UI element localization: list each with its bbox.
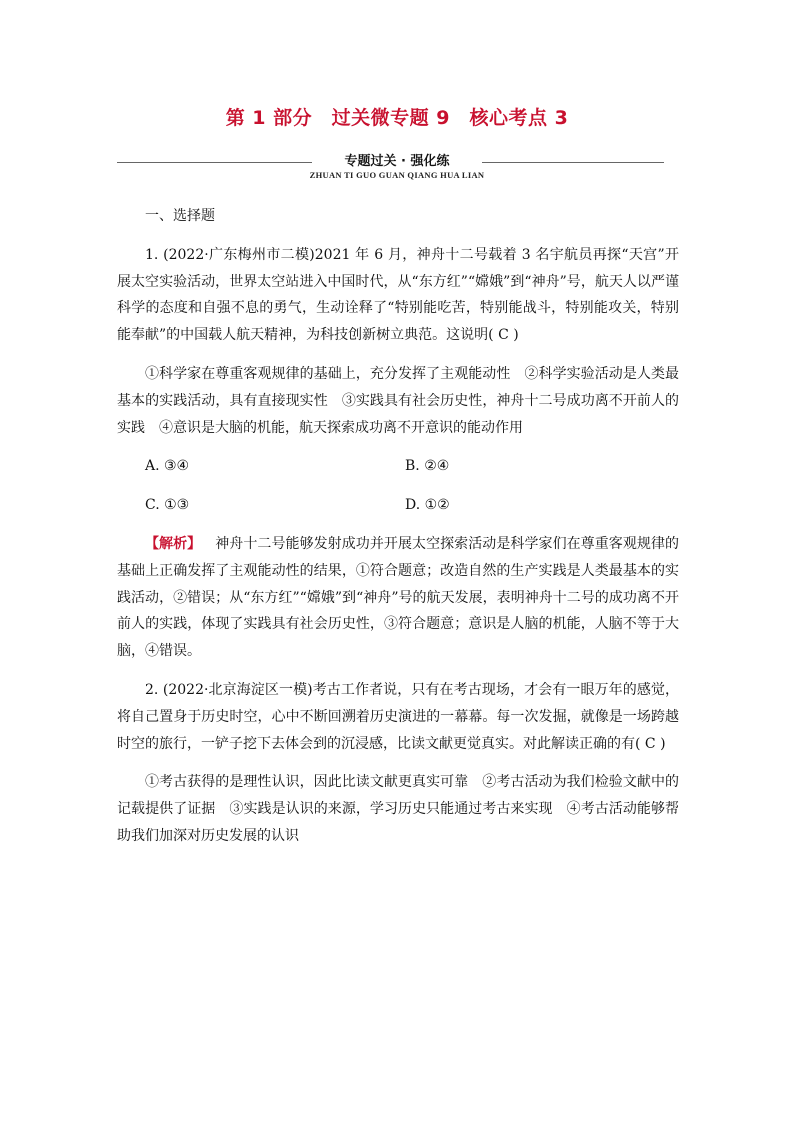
question-stem: 1. (2022·广东梅州市二模)2021 年 6 月，神舟十二号载着 3 名宇航员再探“天宫”开展太空实验活动，世界太空站进入中国时代，从“东方红”“嫦娥”到“神舟”号，航天人以严谨科学的态度和自强不息的勇气，生动诠释了“特别能吃苦，特别能战斗，特别能攻关，特别能奉献”的中国载人航天精神，为科技创新树立典范。这说明( C ) <box>117 246 679 344</box>
option-b: B. ②④ <box>405 458 450 475</box>
options-row-1 <box>117 453 679 480</box>
banner-title: 专题过关 · 强化练 <box>344 154 450 169</box>
question-statements: ①考古获得的是理性认识，因此比读文献更真实可靠 ②考古活动为我们检验文献中的记载提供了证据 ③实践是认识的来源，学习历史只能通过考古来实现 ④考古活动能够帮助我们加深对历史发展的认识 <box>117 774 679 844</box>
question-2 <box>117 677 679 850</box>
question-1 <box>117 242 679 665</box>
banner-subtitle: ZHUAN TI GUO GUAN QIANG HUA LIAN <box>309 170 485 180</box>
page-title: 第 1 部分 过关微专题 9 核心考点 3 <box>225 107 569 129</box>
section-heading: 一、选择题 <box>145 208 215 224</box>
question-statements: ①科学家在尊重客观规律的基础上，充分发挥了主观能动性 ②科学实验活动是人类最基本的实践活动，具有直接现实性 ③实践具有社会历史性，神舟十二号成功离不开前人的实践 ④意识是大脑的机能，航天探索成功离不开意识的能动作用 <box>117 365 679 436</box>
document-body <box>117 203 679 850</box>
option-a: A. ③④ <box>145 458 190 475</box>
analysis-text: 神舟十二号能够发射成功并开展太空探索活动是科学家们在尊重客观规律的基础上正确发挥了主观能动性的结果，①符合题意；改造自然的生产实践是人类最基本的实践活动，②错误；从“东方红”“嫦娥”到“神舟”号的航天发展，表明神舟十二号的成功离不开前人的实践，体现了实践具有社会历史性，③符合题意；意识是人脑的机能，人脑不等于大脑，④错误。 <box>117 535 680 660</box>
analysis-label: 【解析】 <box>145 535 202 552</box>
option-d: D. ①② <box>405 497 450 514</box>
question-stem: 2. (2022·北京海淀区一模)考古工作者说，只有在考古现场，才会有一眼万年的感觉，将自己置身于历史时空，心中不断回溯着历史演进的一幕幕。每一次发掘，就像是一场跨越时空的旅行，一铲子挖下去体会到的沉浸感，比读文献更觉真实。对此解读正确的有( C ) <box>117 681 679 752</box>
analysis <box>117 531 679 665</box>
options-row-2 <box>117 492 679 519</box>
option-c: C. ①③ <box>145 497 190 514</box>
